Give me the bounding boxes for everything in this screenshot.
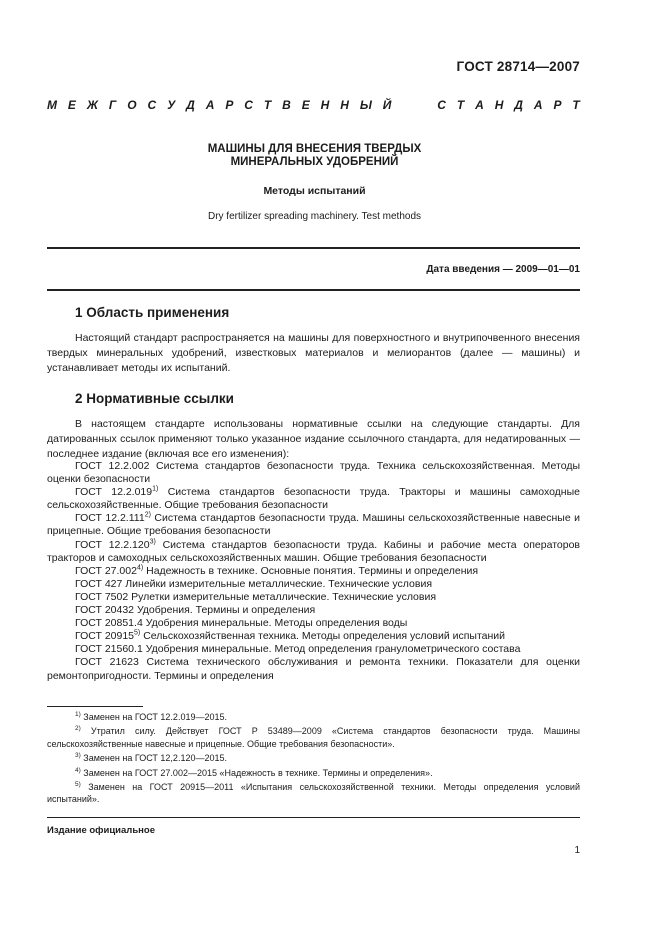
banner-letter: У <box>167 98 176 112</box>
banner-letter: А <box>205 98 215 112</box>
page-number: 1 <box>574 845 580 856</box>
banner-letter: Р <box>225 98 234 112</box>
reference-title: Удобрения минеральные. Метод определения гранулометрического состава <box>145 643 521 656</box>
reference-item <box>47 630 580 643</box>
references-intro-paragraph: В настоящем стандарте использованы нормативные ссылки на следующие стандарты. Для датированных ссылок применяют только указанное издание ссылочного стандарта, для недатированных — последнее издание (включая все его изменения): <box>47 418 580 460</box>
footnote-number: 5) <box>75 781 81 789</box>
banner-letter: А <box>475 98 484 112</box>
footnote-mark: 3) <box>149 538 156 546</box>
scope-paragraph: Настоящий стандарт распространяется на машины для поверхностного и внутрипочвенного внесения твердых минеральных удобрений, известковых материалов и мелиорантов (далее — машины) и устанавливает методы их испытаний. <box>47 332 580 374</box>
banner-letter: Т <box>456 98 465 112</box>
official-edition-label: Издание официальное <box>47 825 155 836</box>
banner-letter: М <box>47 98 57 112</box>
banner-letter: Т <box>572 98 580 112</box>
divider-top <box>47 247 580 249</box>
reference-title: Система стандартов безопасности труда. Машины сельскохозяйственные навесные и прицепные. Общие требования безопасности <box>47 512 580 538</box>
reference-item <box>47 512 580 538</box>
reference-code: ГОСТ 20432 <box>75 604 135 617</box>
reference-code: ГОСТ 12.2.111 <box>75 512 145 525</box>
reference-title: Удобрения минеральные. Методы определения воды <box>145 617 408 630</box>
reference-code: ГОСТ 12.2.120 <box>75 538 150 551</box>
title-line-1: МАШИНЫ ДЛЯ ВНЕСЕНИЯ ТВЕРДЫХ <box>207 143 422 155</box>
reference-item <box>47 460 580 486</box>
footnotes <box>47 711 580 808</box>
footnote-number: 4) <box>75 766 81 774</box>
reference-item <box>47 591 580 604</box>
banner-letter: Р <box>553 98 562 112</box>
reference-code: ГОСТ 427 <box>75 577 123 590</box>
english-title: Dry fertilizer spreading machinery. Test methods <box>207 211 422 222</box>
footnote-item <box>47 711 580 723</box>
references-list <box>47 460 580 683</box>
footnote-item <box>47 752 580 764</box>
banner-letter: Ы <box>359 98 372 112</box>
reference-item <box>47 565 580 578</box>
reference-title: Система стандартов безопасности труда. Тракторы и машины самоходные сельскохозяйственные. Общие требования безопасности <box>47 486 580 512</box>
banner-letter: Е <box>67 98 76 112</box>
reference-item <box>47 617 580 630</box>
divider-date <box>47 289 580 291</box>
reference-title: Надежность в технике. Основные понятия. Термины и определения <box>146 564 479 577</box>
banner-letter: Т <box>263 98 272 112</box>
banner-letter: Е <box>301 98 310 112</box>
reference-title: Система технического обслуживания и ремонта техники. Показатели для оценки ремонтопригодности. Термины и определения <box>47 656 580 682</box>
reference-code: ГОСТ 20915 <box>75 630 135 643</box>
footnote-number: 3) <box>75 752 81 760</box>
footnote-text: Заменен на ГОСТ 20915—2011 «Испытания сельскохозяйственной техники. Методы определения условий испытаний». <box>47 782 580 805</box>
footnote-text: Заменен на ГОСТ 27.002—2015 «Надежность в технике. Термины и определения». <box>83 767 433 778</box>
footnote-item <box>47 767 580 779</box>
interstate-standard-banner <box>47 98 580 112</box>
reference-title: Рулетки измерительные металлические. Технические условия <box>131 590 437 603</box>
divider-footer <box>47 817 580 818</box>
banner-letter: Н <box>494 98 504 112</box>
banner-letter: А <box>533 98 543 112</box>
reference-item <box>47 539 580 565</box>
banner-letter: С <box>244 98 253 112</box>
banner-letter: Д <box>186 98 195 112</box>
reference-title: Линейки измерительные металлические. Технические условия <box>125 577 433 590</box>
reference-item <box>47 656 580 682</box>
reference-code: ГОСТ 21560.1 <box>75 643 143 656</box>
banner-letter: Г <box>108 98 117 112</box>
banner-letter: Н <box>320 98 330 112</box>
reference-code: ГОСТ 12.2.002 <box>75 460 150 472</box>
reference-item <box>47 578 580 591</box>
banner-letter: Ж <box>86 98 98 112</box>
reference-code: ГОСТ 27.002 <box>75 564 137 577</box>
footnote-mark: 5) <box>134 629 141 637</box>
reference-title: Система стандартов безопасности труда. Кабины и рабочие места операторов тракторов и самоходных сельскохозяйственных машин. Общие требования безопасности <box>47 538 580 564</box>
banner-letter: В <box>282 98 291 112</box>
footnote-item <box>47 781 580 806</box>
footnote-mark: 2) <box>144 511 151 519</box>
reference-code: ГОСТ 21623 <box>75 656 139 669</box>
banner-gap <box>402 98 426 112</box>
title-line-2: МИНЕРАЛЬНЫХ УДОБРЕНИЙ <box>230 156 399 168</box>
document-number: ГОСТ 28714—2007 <box>456 59 580 74</box>
section-heading-normative-references: 2 Нормативные ссылки <box>75 391 234 406</box>
banner-letter: Й <box>382 98 392 112</box>
footnote-text: Заменен на ГОСТ 12,2.120—2015. <box>83 753 227 764</box>
banner-letter: Н <box>340 98 349 112</box>
footnote-text: Утратил силу. Действует ГОСТ Р 53489—2009 «Система стандартов безопасности труда. Машины сельскохозяйственные навесные и прицепные. Общие требования безопасности». <box>47 726 580 749</box>
reference-code: ГОСТ 7502 <box>75 590 129 603</box>
document-title <box>0 143 629 169</box>
reference-title: Сельскохозяйственная техника. Методы определения условий испытаний <box>143 630 506 643</box>
banner-letter: О <box>127 98 137 112</box>
reference-code: ГОСТ 12.2.019 <box>75 486 153 499</box>
reference-title: Система стандартов безопасности труда. Техника сельскохозяйственная. Методы оценки безопасности <box>47 460 580 486</box>
footnote-number: 2) <box>75 725 81 733</box>
document-subtitle: Методы испытаний <box>263 185 366 197</box>
banner-letter: С <box>147 98 157 112</box>
footnote-mark: 1) <box>152 485 159 493</box>
reference-item <box>47 486 580 512</box>
footnote-text: Заменен на ГОСТ 12.2.019—2015. <box>83 712 227 722</box>
banner-letter: С <box>437 98 446 112</box>
reference-item <box>47 643 580 656</box>
section-heading-scope: 1 Область применения <box>75 305 230 320</box>
effective-date: Дата введения — 2009—01—01 <box>426 264 580 275</box>
reference-item <box>47 604 580 617</box>
reference-code: ГОСТ 20851.4 <box>75 617 143 630</box>
footnote-number: 1) <box>75 711 81 718</box>
footnote-separator <box>47 706 143 707</box>
banner-letter: Д <box>514 98 523 112</box>
footnote-mark: 4) <box>136 564 144 572</box>
footnote-item <box>47 725 580 750</box>
reference-title: Удобрения. Термины и определения <box>136 604 316 617</box>
